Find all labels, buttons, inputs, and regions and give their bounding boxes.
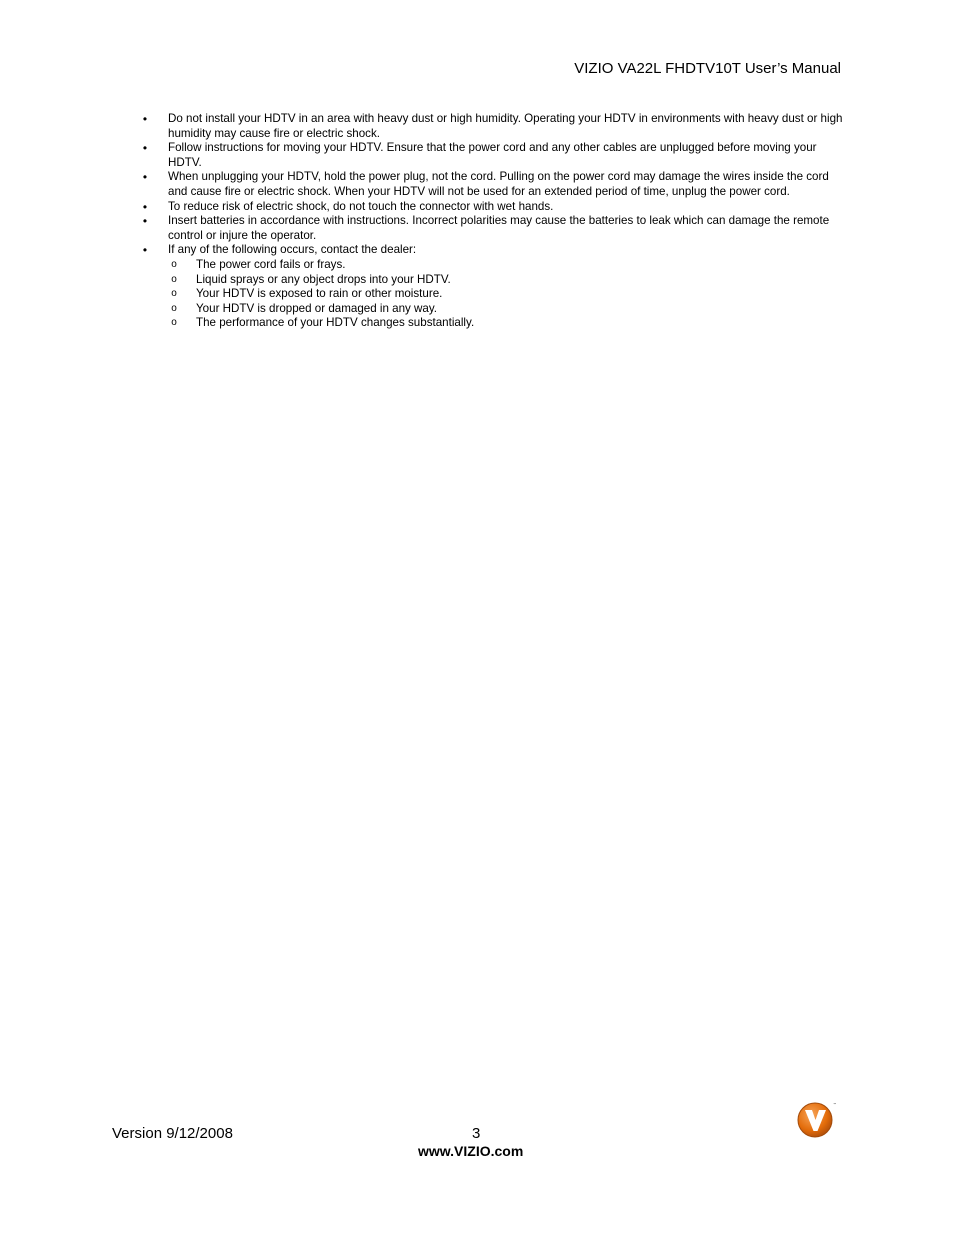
- list-item: [140, 170, 845, 199]
- list-item: [140, 214, 845, 243]
- list-item-text: Follow instructions for moving your HDTV. Ensure that the power cord and any other cables are unplugged before moving your HDTV.: [168, 141, 817, 169]
- header-title: VIZIO VA22L FHDTV10T User’s Manual: [574, 60, 841, 77]
- sub-list-item: [140, 302, 845, 317]
- sub-bullet-marker: o: [171, 302, 177, 314]
- list-item: [140, 200, 845, 215]
- sub-bullet-marker: o: [171, 273, 177, 285]
- list-item: [140, 112, 845, 141]
- sub-list-item: [140, 273, 845, 288]
- bullet-marker: •: [142, 199, 148, 214]
- sub-list-item: [140, 287, 845, 302]
- footer-version: Version 9/12/2008: [112, 1125, 233, 1142]
- sub-bullet-marker: o: [171, 288, 177, 300]
- list-item: [140, 141, 845, 170]
- list-item-text: If any of the following occurs, contact the dealer:: [168, 243, 417, 257]
- sub-list-item-text: The performance of your HDTV changes substantially.: [196, 316, 475, 330]
- dealer-conditions-sublist: [140, 258, 845, 331]
- vizio-v-logo-icon: [796, 1100, 836, 1138]
- bullet-marker: •: [142, 170, 148, 185]
- list-item: [140, 243, 845, 258]
- bullet-marker: •: [142, 243, 148, 258]
- list-item-text: Insert batteries in accordance with instructions. Incorrect polarities may cause the batteries to leak which can damage the remote control or injure the operator.: [168, 214, 830, 242]
- list-item-text: To reduce risk of electric shock, do not touch the connector with wet hands.: [168, 199, 554, 213]
- bullet-marker: •: [142, 112, 148, 126]
- list-item-text: Do not install your HDTV in an area with heavy dust or high humidity. Operating your HDTV in environments with heavy dust or high humidity may cause fire or electric shock.: [168, 112, 843, 140]
- sub-list-item: [140, 258, 845, 273]
- sub-list-item-text: The power cord fails or frays.: [196, 257, 346, 271]
- sub-list-item: [140, 316, 845, 331]
- sub-list-item-text: Liquid sprays or any object drops into your HDTV.: [196, 272, 451, 286]
- sub-list-item-text: Your HDTV is dropped or damaged in any way.: [196, 301, 438, 315]
- sub-list-item-text: Your HDTV is exposed to rain or other moisture.: [196, 287, 443, 301]
- footer-url: www.VIZIO.com: [418, 1143, 524, 1159]
- bullet-marker: •: [142, 141, 148, 156]
- footer-page-number: 3: [472, 1125, 481, 1142]
- trademark-mark: ™: [833, 1102, 837, 1107]
- list-item-text: When unplugging your HDTV, hold the power plug, not the cord. Pulling on the power cord may damage the wires inside the cord and cause fire or electric shock. When your HDTV will not be used for an extended period of time, unplug the power cord.: [168, 170, 829, 198]
- safety-bullet-list: [140, 112, 845, 331]
- sub-bullet-marker: o: [171, 317, 177, 329]
- bullet-marker: •: [142, 214, 148, 229]
- sub-bullet-marker: o: [171, 258, 177, 270]
